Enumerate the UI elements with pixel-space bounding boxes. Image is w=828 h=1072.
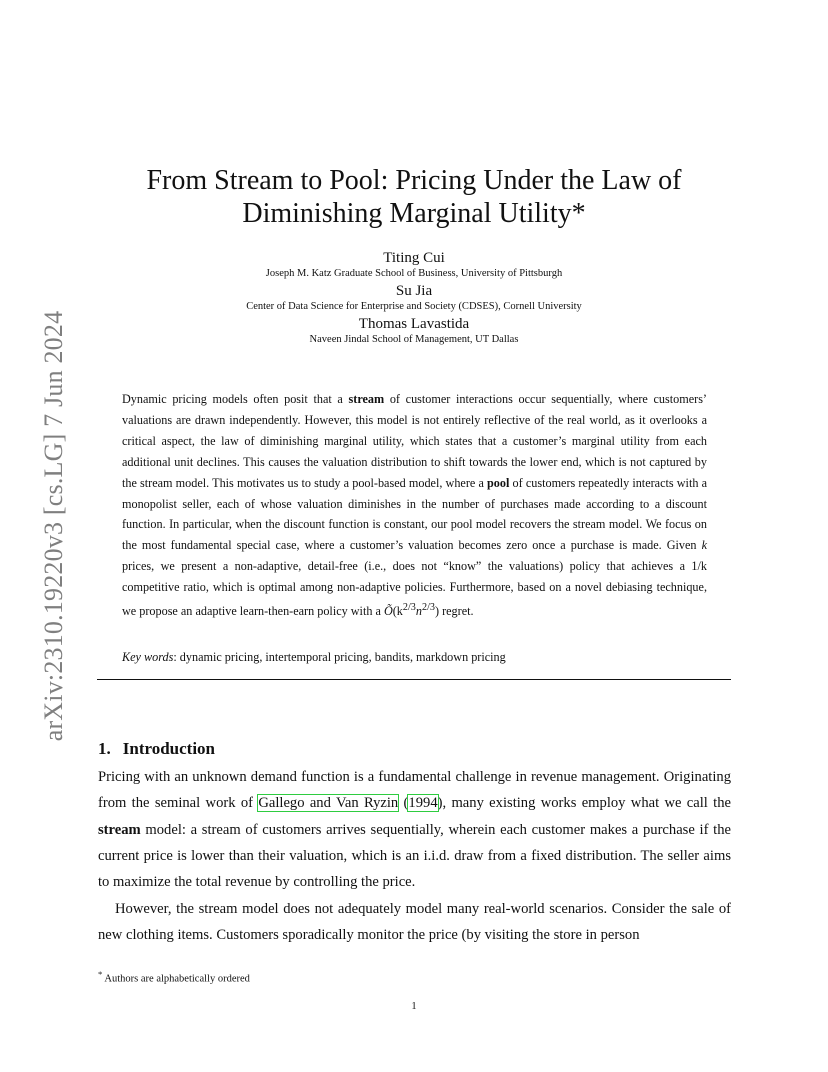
intro-paragraph-2: However, the stream model does not adequately model many real-world scenarios. Consider the sale of new clothing items. Customers sporadically monitor the price (by visiting the store in person — [98, 901, 731, 944]
keywords-label: Key words — [122, 650, 174, 664]
author-affiliation: Center of Data Science for Enterprise and Society (CDSES), Cornell University — [246, 301, 582, 312]
citation-link-authors[interactable]: Gallego and Van Ryzin — [258, 795, 399, 812]
emphasis-stream: stream — [98, 821, 141, 838]
abstract-text: of customers repeatedly interacts with a monopolist seller, each of whose valuation diminishes in the number of purchases made according to a discount function. In particular, when the discount function is constant, our pool model recovers the stream model. We focus on the most fundamental special case, where a customer’s valuation becomes zero once a purchase is made. Given — [122, 475, 707, 553]
section-title: Introduction — [122, 739, 216, 758]
abstract-text: of customer interactions occur sequentially, where customers’ valuations are drawn independently. However, this model is not entirely reflective of the real world, as it overlooks a critical aspect, the law of diminishing marginal utility, which states that a customer’s marginal utility from each additional unit declines. This causes the valuation distribution to shift towards the lower end, which is not captured by the stream model. This motivates us to study a pool-based model, where a — [122, 392, 707, 490]
section-heading-introduction — [98, 738, 215, 760]
abstract-text: prices, we present a non-adaptive, detail-free (i.e., does not “know” the valuations) policy that achieves a — [122, 559, 692, 574]
abstract-divider — [97, 679, 731, 680]
footnote-text: Authors are alphabetically ordered — [102, 973, 250, 985]
paper-title-line-1: From Stream to Pool: Pricing Under the Law of — [146, 165, 682, 196]
math-k: k — [701, 538, 707, 553]
abstract-text: Dynamic pricing models often posit that a — [122, 392, 349, 406]
author-block-3 — [0, 315, 828, 347]
citation-link-year[interactable]: 1994 — [408, 795, 438, 812]
intro-paragraph-1: Pricing with an unknown demand function is a fundamental challenge in revenue management. Originating from the seminal work of Gallego and Van Ryzin (1994), many existing works employ what we call the stream model: a stream of customers arrives sequentially, wherein each customer makes a purchase if the current price is lower than their valuation, which is an i.i.d. draw from a fixed distribution. The seller aims to maximize the total revenue by controlling the price. — [98, 769, 732, 891]
section-number: 1. — [98, 739, 111, 758]
keywords-colon: : — [173, 650, 177, 664]
author-block-2 — [0, 282, 828, 314]
footnote — [98, 967, 250, 987]
abstract-text: competitive ratio, which is optimal among non-adaptive policies. Furthermore, based on a novel debiasing technique, we propose an adaptive learn-then-earn policy with a — [122, 580, 707, 619]
author-block-1 — [0, 249, 828, 281]
author-affiliation: Joseph M. Katz Graduate School of Business, University of Pittsburgh — [265, 268, 563, 279]
abstract — [122, 389, 707, 622]
keywords-list: dynamic pricing, intertemporal pricing, bandits, markdown pricing — [176, 650, 506, 664]
author-affiliation: Naveen Jindal School of Management, UT Dallas — [309, 334, 519, 345]
keywords — [122, 648, 707, 666]
abstract-text: regret. — [439, 604, 474, 619]
abstract-emphasis-stream: stream — [348, 392, 385, 406]
paper-title — [0, 164, 828, 230]
footnote-marker: * — [98, 969, 103, 979]
math-competitive-ratio: 1/k — [691, 559, 707, 574]
author-name: Thomas Lavastida — [358, 316, 470, 332]
math-regret-bound: $Õ(k^{2/3}n^{2/3})$ — [383, 602, 440, 619]
paper-title-line-2: Diminishing Marginal Utility* — [242, 198, 586, 229]
author-name: Su Jia — [395, 283, 433, 299]
arxiv-identifier-stamp: arXiv:2310.19220v3 [cs.LG] 7 Jun 2024 — [39, 310, 68, 742]
author-name: Titing Cui — [383, 250, 445, 266]
page-number: 1 — [411, 1001, 417, 1012]
abstract-emphasis-pool: pool — [487, 475, 510, 490]
